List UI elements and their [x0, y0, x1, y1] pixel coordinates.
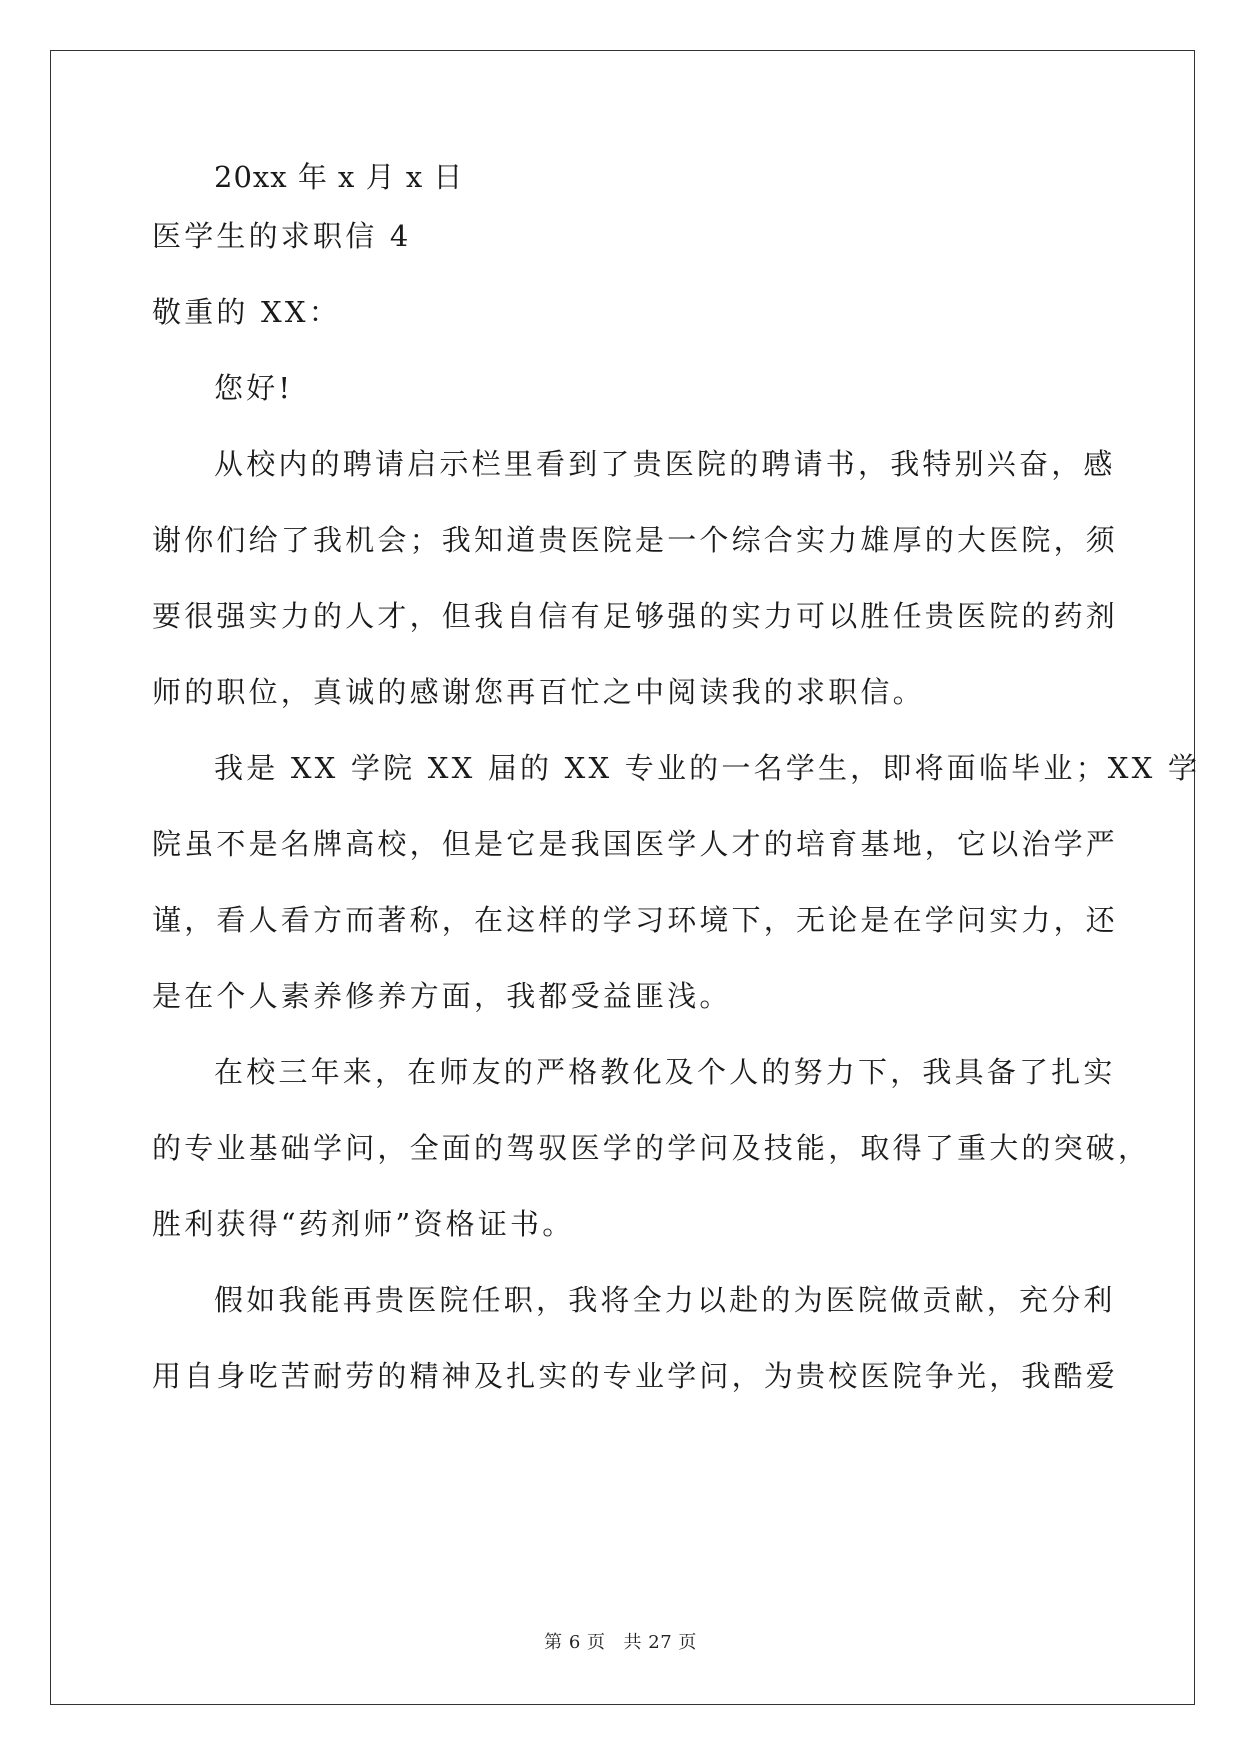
paragraph-line: 谨，看人看方而著称，在这样的学习环境下，无论是在学问实力，还 [152, 903, 1119, 937]
document-title: 医学生的求职信 4 [152, 219, 412, 253]
salutation: 敬重的 XX： [152, 295, 341, 329]
paragraph-line: 院虽不是名牌高校，但是它是我国医学人才的培育基地，它以治学严 [152, 827, 1119, 861]
paragraph-1 [152, 426, 1119, 730]
paragraph-line: 假如我能再贵医院任职，我将全力以赴的为医院做贡献，充分利 [214, 1283, 1116, 1317]
paragraph-line: 要很强实力的人才，但我自信有足够强的实力可以胜任贵医院的药剂 [152, 599, 1119, 633]
paragraph-line: 用自身吃苦耐劳的精神及扎实的专业学问，为贵校医院争光，我酷爱 [152, 1359, 1119, 1393]
date-line: 20xx 年 x 月 x 日 [214, 160, 464, 194]
greeting: 您好! [214, 371, 294, 405]
paragraph-line: 在校三年来，在师友的严格教化及个人的努力下，我具备了扎实 [214, 1055, 1116, 1089]
page-number: 第 6 页 [544, 1632, 606, 1653]
paragraph-line: 谢你们给了我机会；我知道贵医院是一个综合实力雄厚的大医院，须 [152, 523, 1119, 557]
paragraph-line: 的专业基础学问，全面的驾驭医学的学问及技能，取得了重大的突破， [152, 1131, 1151, 1165]
page-total: 共 27 页 [623, 1632, 697, 1653]
paragraph-line: 从校内的聘请启示栏里看到了贵医院的聘请书，我特别兴奋，感 [214, 447, 1116, 481]
document-body [152, 198, 1201, 1414]
paragraph-line: 是在个人素养修养方面，我都受益匪浅。 [152, 979, 732, 1013]
paragraph-2 [152, 730, 1201, 1034]
paragraph-line: 师的职位，真诚的感谢您再百忙之中阅读我的求职信。 [152, 675, 925, 709]
paragraph-4 [152, 1262, 1119, 1414]
paragraph-line: 胜利获得“药剂师”资格证书。 [152, 1207, 575, 1241]
page-footer [0, 1628, 1241, 1654]
paragraph-3 [152, 1034, 1151, 1262]
paragraph-line: 我是 XX 学院 XX 届的 XX 专业的一名学生，即将面临毕业；XX 学 [214, 751, 1201, 785]
